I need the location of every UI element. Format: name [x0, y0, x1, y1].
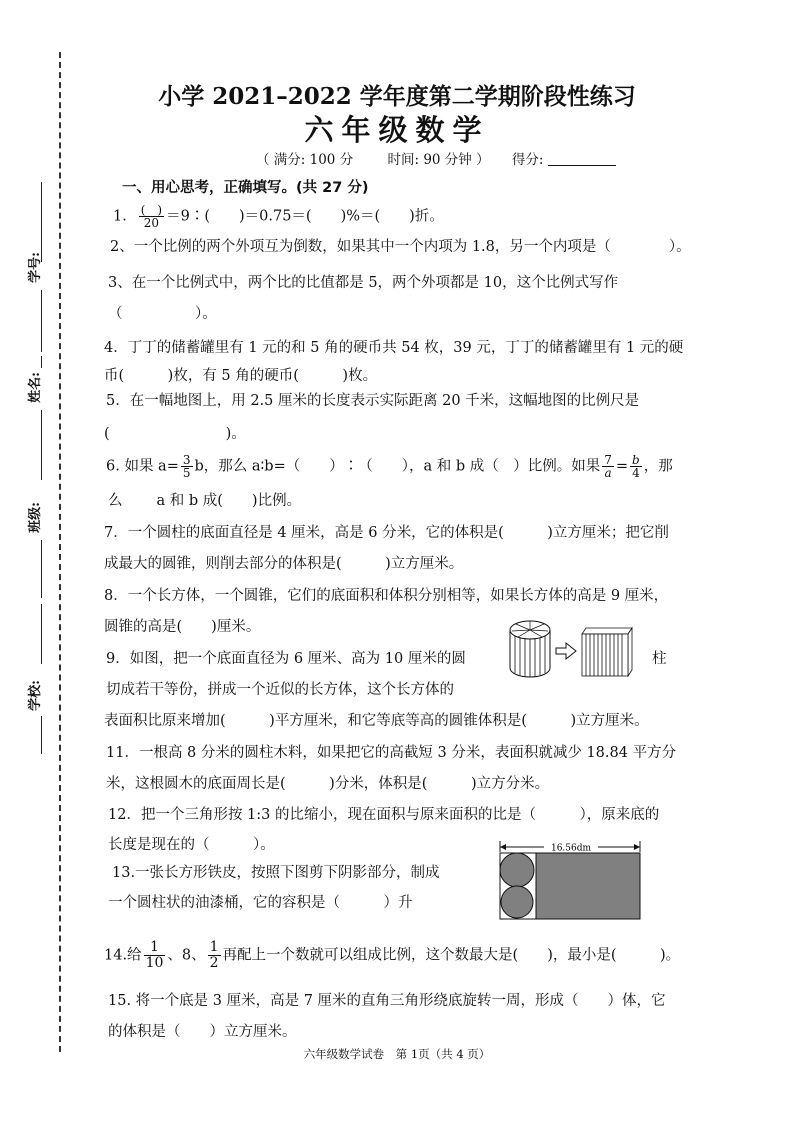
school-line[interactable] [41, 716, 42, 754]
name-line[interactable] [41, 410, 42, 480]
cylinder-to-cuboid-figure [506, 618, 646, 680]
name-label: 姓名: [27, 372, 43, 403]
question-8-line-1: 8．一个长方体，一个圆锥，它们的底面积和体积分别相等，如果长方体的高是 9 厘米， [104, 588, 669, 604]
question-3-line-2: （ ）。 [108, 306, 217, 322]
binding-dashed-line [59, 52, 61, 1052]
question-11-line-2: 米，这根圆木的底面周长是( )分米，体积是( )立方分米。 [106, 776, 550, 792]
question-3-line-1: 3、在一个比例式中，两个比的比值都是 5，两个外项都是 10，这个比例式写作 [108, 275, 619, 291]
q14-fraction-1-2: $\frac{1}{2}$ [209, 939, 219, 971]
q1-fraction: $\frac{( )}{20}$ [140, 203, 163, 230]
question-7-line-2: 成最大的圆锥，则削去部分的体积是( )立方厘米。 [104, 556, 464, 572]
score-label: 得分: [511, 152, 544, 168]
question-9-line-1: 9．如图，把一个底面直径为 6 厘米、高为 10 厘米的圆 [106, 651, 466, 667]
question-4-line-2: 币( )枚，有 5 角的硬币( )枚。 [104, 368, 378, 384]
q6-fraction-7-a: $\frac{7}{a}$ [604, 453, 612, 480]
question-5-line-2: ( )。 [104, 426, 246, 442]
question-5-line-1: 5．在一幅地图上，用 2.5 厘米的长度表示实际距离 20 千米，这幅地图的比例尺是 [106, 393, 640, 409]
question-9-tail: 柱 [652, 651, 667, 667]
question-7-line-1: 7．一个圆柱的底面直径是 4 厘米，高是 6 分米，它的体积是( )立方厘米；把它削 [104, 525, 669, 541]
question-4-line-1: 4．丁丁的储蓄罐里有 1 元的和 5 角的硬币共 54 枚，39 元，丁丁的储蓄罐里有 1 元的硬 [104, 340, 684, 356]
question-6-line-2: 么 a 和 b 成( )比例。 [108, 493, 302, 509]
iron-sheet-figure [496, 838, 646, 922]
question-1: 1． $\frac{( )}{20}$ ＝9∶( )＝0.75＝( )%＝( )折。 [113, 203, 444, 230]
name-line-top [41, 356, 42, 368]
school-line-top [41, 604, 42, 664]
score-blank[interactable] [548, 165, 616, 166]
question-9-line-3: 表面积比原来增加( )平方厘米，和它等底等高的圆锥体积是( )立方厘米。 [104, 713, 649, 729]
full-score: （ 满分: 100 分 [256, 152, 354, 168]
q14-fraction-1-10: $\frac{1}{10}$ [145, 939, 164, 971]
question-6-line-1: 6. 如果 a= $\frac{3}{5}$ b，那么 a∶b=（ ）∶（ ），a 和 b 成（ ）比例。如果 $\frac{7}{a}$ = $\frac{b}{4}$ ，那 [106, 453, 673, 480]
question-13-line-1: 13.一张长方形铁皮，按照下图剪下阴影部分，制成 [112, 865, 440, 881]
question-15-line-1: 15. 将一个底是 3 厘米，高是 7 厘米的直角三角形绕底旋转一周，形成（ ）体，它 [108, 993, 666, 1009]
q6-fraction-b-4: $\frac{b}{4}$ [632, 453, 640, 480]
exam-subtitle: 六年级数学 [304, 113, 490, 147]
question-15-line-2: 的体积是（ ）立方厘米。 [108, 1024, 297, 1040]
question-13-line-2: 一个圆柱状的油漆桶，它的容积是（ ）升 [108, 895, 413, 911]
question-9-line-2: 切成若干等份，拼成一个近似的长方体，这个长方体的 [106, 682, 454, 698]
page-footer: 六年级数学试卷 第 1页（共 4 页） [303, 1047, 491, 1061]
student-id-label: 学号: [27, 252, 43, 283]
school-label: 学校: [27, 680, 43, 711]
question-11-line-1: 11．一根高 8 分米的圆柱木料，如果把它的高截短 3 分米，表面积就减少 18.84 平方分 [106, 745, 677, 761]
question-8-line-2: 圆锥的高是( )厘米。 [104, 619, 261, 635]
exam-title: 小学 2021–2022 学年度第二学期阶段性练习 [158, 83, 636, 110]
student-id-line[interactable] [41, 182, 42, 262]
section-heading: 一、用心思考，正确填写。(共 27 分) [122, 180, 369, 196]
class-line[interactable] [41, 540, 42, 598]
question-12-line-1: 12．把一个三角形按 1:3 的比缩小，现在面积与原来面积的比是（ ），原来底的 [108, 807, 660, 823]
question-2: 2、一个比例的两个外项互为倒数，如果其中一个内项为 1.8，另一个内项是（ ）。 [110, 239, 691, 255]
student-id-line-2[interactable] [41, 290, 42, 352]
class-label: 班级: [27, 502, 43, 533]
question-14: 14.给 $\frac{1}{10}$ 、8、 $\frac{1}{2}$ 再配上一个数就可以组成比例，这个数最大是( )，最小是( )。 [104, 939, 681, 971]
exam-time: 时间: 90 分钟 ） [387, 152, 490, 168]
exam-info [256, 148, 616, 168]
dimension-label: 16.56dm [550, 843, 592, 854]
question-12-line-2: 长度是现在的（ ）。 [108, 837, 275, 853]
q6-fraction-3-5: $\frac{3}{5}$ [182, 453, 191, 480]
